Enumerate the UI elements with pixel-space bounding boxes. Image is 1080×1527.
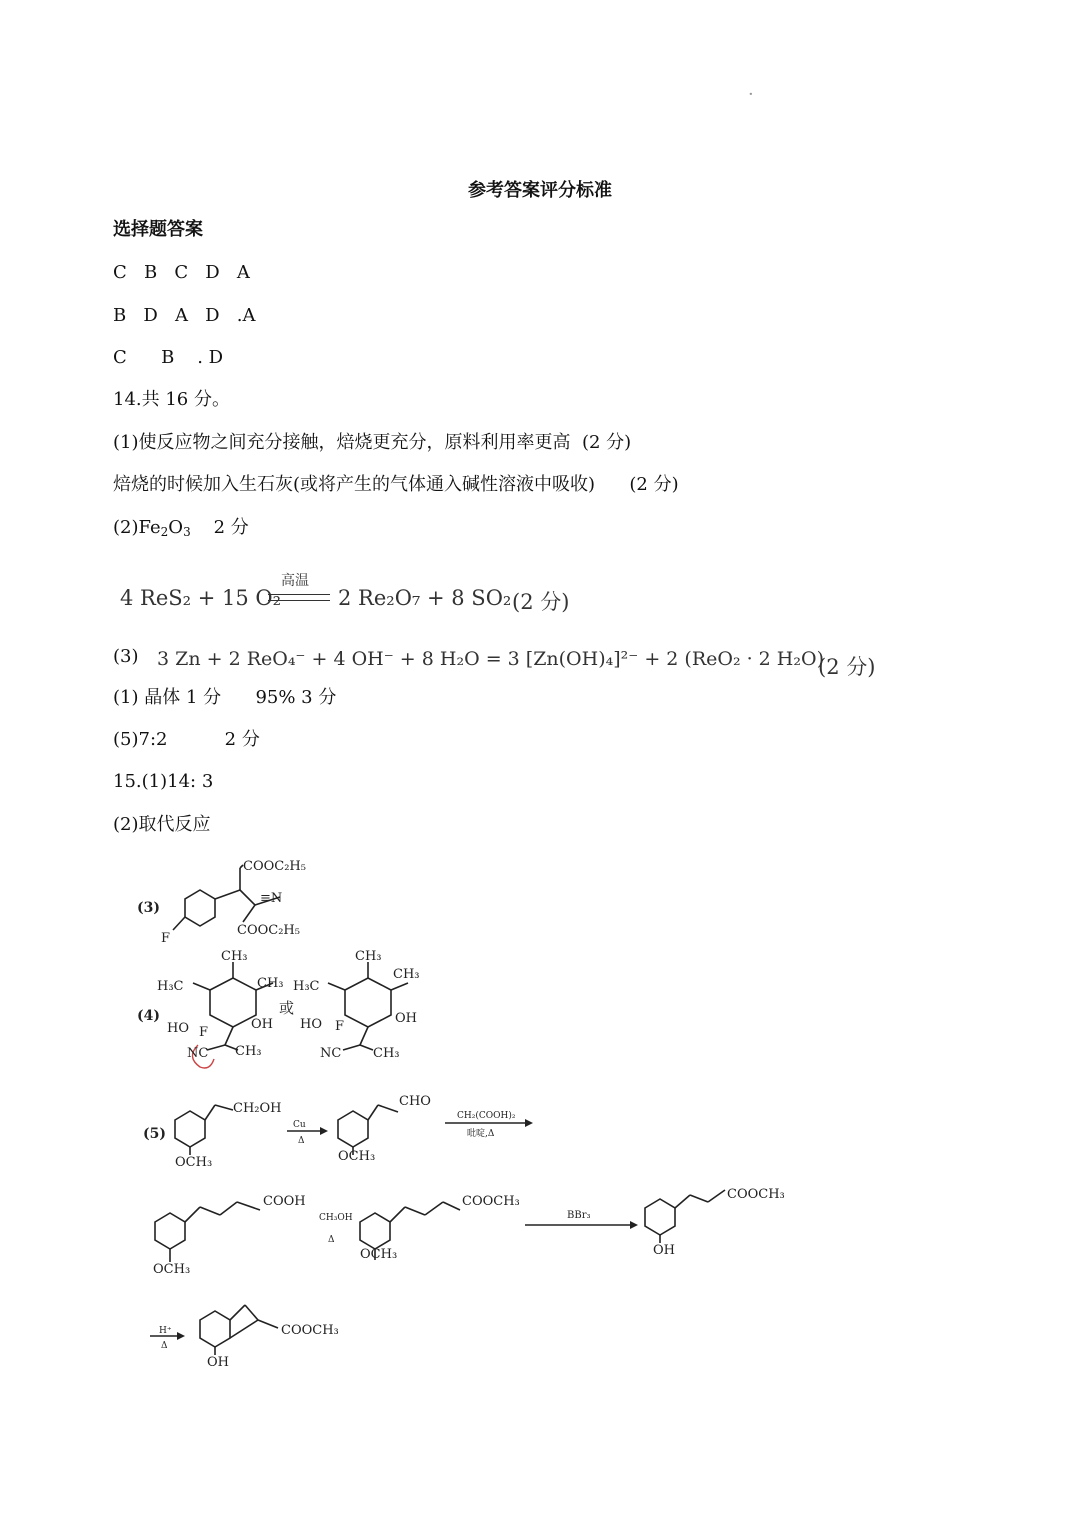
svg-text:COOH: COOH xyxy=(263,1194,306,1209)
q14-header: 14.共 16 分。 xyxy=(113,389,230,410)
svg-text:CH₂(COOH)₂: CH₂(COOH)₂ xyxy=(457,1111,516,1121)
svg-text:CH₃OH: CH₃OH xyxy=(319,1213,353,1223)
q15-header: 15.(1)14: 3 xyxy=(113,771,214,792)
svg-text:COOC₂H₅: COOC₂H₅ xyxy=(237,923,300,938)
q14-part5: (5)7:2 2 分 xyxy=(113,729,260,750)
svg-text:OCH₃: OCH₃ xyxy=(153,1262,191,1277)
svg-text:Cu: Cu xyxy=(293,1120,306,1130)
svg-text:CH₃: CH₃ xyxy=(355,949,382,964)
label-q15-3: (3) xyxy=(137,900,160,916)
svg-text:CH₃: CH₃ xyxy=(221,949,248,964)
q14-part1-alt: 焙烧的时候加入生石灰(或将产生的气体通入碱性溶液中吸收) (2 分) xyxy=(113,474,679,495)
label-q15-4: (4) xyxy=(137,1008,160,1024)
svg-text:OH: OH xyxy=(207,1355,229,1370)
svg-text:CH₃: CH₃ xyxy=(373,1046,400,1061)
equation-reduction-score: (2 分) xyxy=(818,655,876,679)
svg-text:Δ: Δ xyxy=(298,1136,305,1146)
q15-part2: (2)取代反应 xyxy=(113,814,211,835)
scan-dot: · xyxy=(748,84,754,105)
svg-text:CH₂OH: CH₂OH xyxy=(233,1101,282,1116)
svg-text:F: F xyxy=(199,1025,209,1040)
mc-row-3: C B . D xyxy=(113,347,224,368)
svg-text:F: F xyxy=(161,931,171,946)
svg-text:Δ: Δ xyxy=(328,1235,335,1245)
svg-text:BBr₃: BBr₃ xyxy=(567,1210,591,1221)
svg-text:OCH₃: OCH₃ xyxy=(175,1155,213,1170)
svg-text:COOCH₃: COOCH₃ xyxy=(281,1323,339,1338)
mc-row-2: B D A D .A xyxy=(113,305,256,326)
svg-text:H₃C: H₃C xyxy=(293,979,320,994)
svg-text:OCH₃: OCH₃ xyxy=(360,1247,398,1262)
svg-text:CH₃: CH₃ xyxy=(393,967,420,982)
svg-text:Δ: Δ xyxy=(161,1341,168,1351)
mc-heading: 选择题答案 xyxy=(113,219,203,240)
svg-text:HO: HO xyxy=(300,1017,322,1032)
q14-part2: $(2)Fe_2O_3$ 2 分 xyxy=(113,517,249,539)
svg-text:CH₃: CH₃ xyxy=(235,1044,262,1059)
svg-text:OCH₃: OCH₃ xyxy=(338,1149,376,1164)
svg-text:吡啶,Δ: 吡啶,Δ xyxy=(467,1129,495,1139)
svg-text:OH: OH xyxy=(653,1243,675,1258)
svg-text:COOCH₃: COOCH₃ xyxy=(462,1194,520,1209)
q14-part1: (1)使反应物之间充分接触，焙烧更充分，原料利用率更高 (2 分) xyxy=(113,432,632,453)
svg-text:HO: HO xyxy=(167,1021,189,1036)
svg-text:H₃C: H₃C xyxy=(157,979,184,994)
q14-part3-label: (3) xyxy=(113,646,139,667)
q14-part4: (1) 晶体 1 分 95% 3 分 xyxy=(113,687,337,708)
svg-text:CHO: CHO xyxy=(399,1094,431,1109)
svg-text:NC: NC xyxy=(320,1046,342,1061)
svg-text:OH: OH xyxy=(395,1011,417,1026)
equation-reduction: 3 Zn + 2 ReO₄⁻ + 4 OH⁻ + 8 H₂O = 3 [Zn(OH)₄]²⁻ + 2 (ReO₂ · 2 H₂O) xyxy=(157,648,824,670)
label-q15-5: (5) xyxy=(143,1126,166,1142)
equation-roasting: 4 ReS₂ + 15 O₂ 高温 2 Re₂O₇ + 8 SO₂ (2 分) xyxy=(120,573,570,614)
svg-text:或: 或 xyxy=(279,999,295,1017)
svg-text:NC: NC xyxy=(187,1046,209,1061)
page-title: 参考答案评分标准 xyxy=(468,180,612,201)
mc-row-1: C B C D A xyxy=(113,262,250,283)
structure-figure xyxy=(115,850,845,1380)
svg-text:H⁺: H⁺ xyxy=(159,1326,172,1336)
svg-text:CH₃: CH₃ xyxy=(257,976,284,991)
svg-text:F: F xyxy=(335,1019,345,1034)
svg-text:COOC₂H₅: COOC₂H₅ xyxy=(243,859,306,874)
svg-text:OH: OH xyxy=(251,1017,273,1032)
svg-text:≡N: ≡N xyxy=(260,891,283,906)
svg-text:COOCH₃: COOCH₃ xyxy=(727,1187,785,1202)
